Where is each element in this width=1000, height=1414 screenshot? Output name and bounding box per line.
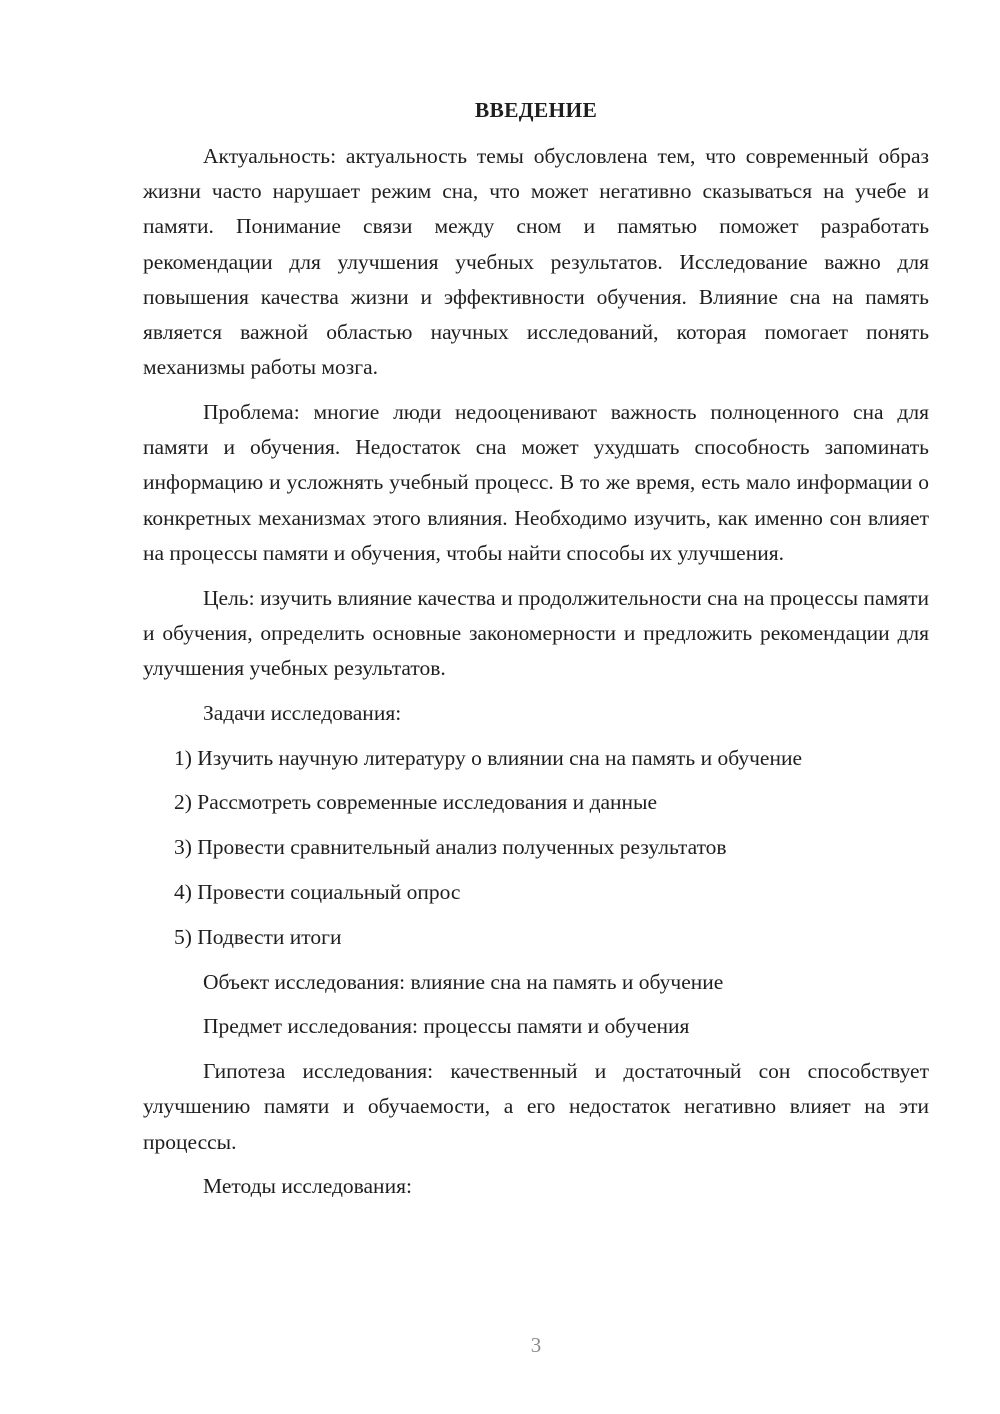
task-item-4: 4) Провести социальный опрос <box>174 880 461 905</box>
methods-heading: Методы исследования: <box>203 1174 412 1199</box>
page-number: 3 <box>530 1333 542 1357</box>
task-item-5: 5) Подвести итоги <box>174 924 342 949</box>
task-item-2: 2) Рассмотреть современные исследования и данные <box>174 790 658 815</box>
hypothesis-paragraph: Гипотеза исследования: качественный и достаточный сон способствует улучшению памяти и обучаемости, а его недостаток негативно влияет на эти процессы. <box>143 1059 929 1154</box>
goal-paragraph: Цель: изучить влияние качества и продолжительности сна на процессы памяти и обучения, определить основные закономерности и предложить рекомендации для улучшения учебных результатов. <box>143 585 929 681</box>
page-title: ВВЕДЕНИЕ <box>474 98 598 122</box>
tasks-heading: Задачи исследования: <box>203 700 402 725</box>
problem-paragraph: Проблема: многие люди недооценивают важность полноценного сна для памяти и обучения. Недостаток сна может ухудшать способность запоминать информацию и усложнять учебный процесс. В то же время, есть мало информации о конкретных механизмах этого влияния. Необходимо изучить, как именно сон влияет на процессы памяти и обучения, чтобы найти способы их улучшения. <box>143 400 929 565</box>
research-object: Объект исследования: влияние сна на память и обучение <box>203 969 724 994</box>
page-content <box>143 95 929 1214</box>
research-subject: Предмет исследования: процессы памяти и обучения <box>203 1014 690 1039</box>
task-item-3: 3) Провести сравнительный анализ полученных результатов <box>174 835 727 860</box>
task-item-1: 1) Изучить научную литературу о влиянии сна на память и обучение <box>174 745 803 770</box>
relevance-paragraph: Актуальность: актуальность темы обусловлена тем, что современный образ жизни часто нарушает режим сна, что может негативно сказываться на учебе и памяти. Понимание связи между сном и памятью поможет разработать рекомендации для улучшения учебных результатов. Исследование важно для повышения качества жизни и эффективности обучения. Влияние сна на память является важной областью научных исследований, которая помогает понять механизмы работы мозга. <box>143 144 929 380</box>
